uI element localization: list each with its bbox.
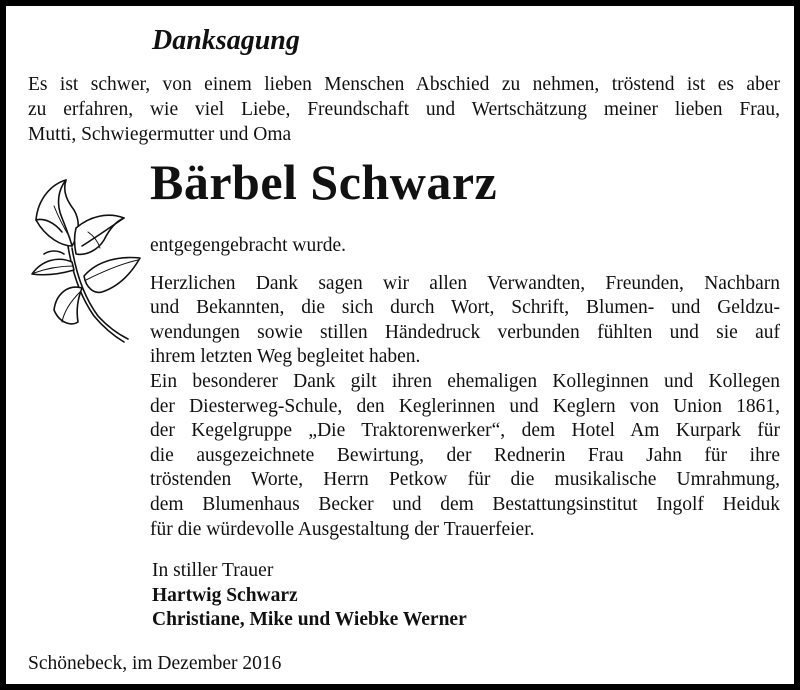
text-line: für die würdevolle Ausgestaltung der Trauerfeier. xyxy=(150,518,535,540)
text-line: wendungen sowie stillen Händedruck verbunden fühlten und sie auf xyxy=(150,321,780,343)
intro-text xyxy=(28,72,780,147)
received-line: entgegengebracht wurde. xyxy=(150,235,346,256)
text-line: dem Blumenhaus Becker und dem Bestattungsinstitut Ingolf Heiduk xyxy=(150,493,780,515)
special-thanks-paragraph xyxy=(150,370,780,542)
text-line: die ausgezeichnete Bewirtung, der Rednerin Frau Jahn für ihre xyxy=(150,444,780,466)
deceased-name: Bärbel Schwarz xyxy=(150,154,498,210)
intro-line: Mutti, Schwiegermutter und Oma xyxy=(28,124,292,145)
intro-line: Es ist schwer, von einem lieben Menschen Abschied zu nehmen, tröstend ist es aber xyxy=(28,74,780,95)
text-line: der Kegelgruppe „Die Traktorenwerker“, dem Hotel Am Kurpark für xyxy=(150,420,780,442)
intro-line: zu erfahren, wie viel Liebe, Freundschaft und Wertschätzung meiner lieben Frau, xyxy=(28,99,780,120)
calla-lily-icon xyxy=(28,176,146,348)
main-text xyxy=(150,234,780,542)
notice-title: Danksagung xyxy=(152,25,300,56)
text-line: ihrem letzten Weg begleitet haben. xyxy=(150,346,421,368)
place-date: Schönebeck, im Dezember 2016 xyxy=(28,653,282,674)
mourner-name: Hartwig Schwarz xyxy=(152,584,298,606)
text-line: und Bekannten, die sich durch Wort, Schrift, Blumen- und Geldzu- xyxy=(150,297,780,319)
thanks-paragraph xyxy=(150,272,780,370)
text-line: der Diesterweg-Schule, den Keglerinnen und Keglern von Union 1861, xyxy=(150,395,780,417)
mourner-name: Christiane, Mike und Wiebke Werner xyxy=(152,609,467,630)
signature-intro: In stiller Trauer xyxy=(152,560,274,581)
text-line: tröstenden Worte, Herrn Petkow für die musikalische Umrahmung, xyxy=(150,469,780,491)
text-line: Ein besonderer Dank gilt ihren ehemaligen Kolleginnen und Kollegen xyxy=(150,370,780,392)
signature-block xyxy=(152,559,467,633)
text-line: Herzlichen Dank sagen wir allen Verwandten, Freunden, Nachbarn xyxy=(150,272,780,294)
